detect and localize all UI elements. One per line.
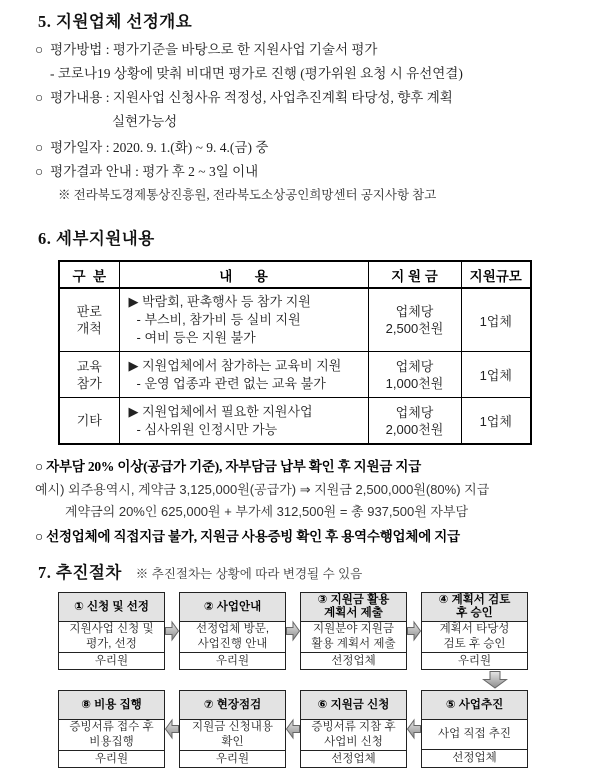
cell-category bbox=[59, 398, 119, 445]
cell-amount bbox=[368, 398, 461, 445]
flow-step-3 bbox=[300, 592, 407, 670]
circle-bullet-icon: ○ bbox=[35, 42, 44, 57]
title-line: ④ 계획서 검토 bbox=[438, 594, 511, 606]
category-line: 개척 bbox=[76, 321, 102, 336]
circle-bullet-icon: ○ bbox=[35, 164, 44, 179]
flow-step-5 bbox=[421, 690, 528, 768]
bullet-eval-result-text: 평가결과 안내 : 평가 후 2 ~ 3일 이내 bbox=[50, 164, 259, 179]
body-line: 비용집행 bbox=[89, 736, 134, 748]
section5-body bbox=[35, 40, 600, 205]
flow-step-body bbox=[422, 622, 527, 652]
flow-step-body bbox=[301, 622, 406, 652]
circle-bullet-icon: ○ bbox=[35, 140, 44, 155]
content-line: ▶ 지원업체에서 참가하는 교육비 지원 bbox=[128, 357, 342, 373]
body-line: 활용 계획서 제출 bbox=[311, 638, 396, 650]
flow-step-body bbox=[180, 720, 285, 750]
body-line: 지원분야 지원금 bbox=[313, 623, 394, 635]
body-line: 계획서 타당성 bbox=[439, 623, 510, 635]
title-line: ① 신청 및 선정 bbox=[74, 600, 149, 613]
cell-content bbox=[119, 288, 368, 352]
flow-step-title bbox=[180, 691, 285, 720]
arrow-down-icon bbox=[482, 671, 508, 689]
flow-step-title bbox=[180, 593, 285, 622]
bullet-eval-date-text: 평가일자 : 2020. 9. 1.(화) ~ 9. 4.(금) 중 bbox=[50, 140, 269, 155]
flow-step-title bbox=[301, 593, 406, 622]
amount-line: 2,500천원 bbox=[385, 321, 444, 336]
body-line: 확인 bbox=[221, 736, 244, 748]
cell-content bbox=[119, 398, 368, 445]
table-header-row bbox=[59, 261, 531, 288]
category-line: 교육 bbox=[76, 358, 102, 374]
flow-row-connector bbox=[58, 670, 528, 690]
cell-category bbox=[59, 352, 119, 398]
content-line: - 부스비, 참가비 등 실비 지원 bbox=[136, 312, 301, 327]
section7-note: ※ 추진절차는 상황에 따라 변경될 수 있음 bbox=[135, 567, 363, 581]
bullet-eval-content-text: 평가내용 : 지원사업 신청사유 적정성, 사업추진계획 타당성, 향후 계획 bbox=[50, 90, 453, 105]
title-line: ⑧ 비용 집행 bbox=[81, 698, 142, 711]
section6-notes bbox=[35, 455, 600, 545]
flow-step-owner: 우리원 bbox=[180, 652, 285, 669]
bullet-eval-content bbox=[35, 88, 600, 107]
arrow-left-icon bbox=[165, 690, 179, 768]
body-line: 선정업체 방문, bbox=[195, 623, 270, 635]
body-line: 사업 직접 추진 bbox=[437, 728, 512, 740]
amount-line: 업체당 bbox=[395, 404, 434, 420]
arrow-left-icon bbox=[286, 690, 300, 768]
flow-step-body bbox=[59, 720, 164, 750]
category-line: 참가 bbox=[76, 375, 102, 391]
flow-row-top bbox=[58, 592, 528, 670]
flow-step-4 bbox=[421, 592, 528, 670]
bullet-eval-result-note: ※ 전라북도경제통상진흥원, 전라북도소상공인희망센터 공지사항 참고 bbox=[58, 188, 437, 202]
flow-step-owner: 우리원 bbox=[422, 652, 527, 669]
title-line: ⑤ 사업추진 bbox=[445, 698, 504, 711]
arrow-right-icon bbox=[407, 592, 421, 670]
body-line: 사업진행 안내 bbox=[197, 638, 268, 650]
flow-step-6 bbox=[300, 690, 407, 768]
section5-heading: 5. 지원업체 선정개요 bbox=[38, 12, 193, 31]
body-line: 검토 후 승인 bbox=[443, 638, 506, 650]
cell-category bbox=[59, 288, 119, 352]
flow-step-title bbox=[59, 593, 164, 622]
bullet-eval-result bbox=[35, 162, 600, 181]
cell-scale: 1업체 bbox=[461, 352, 531, 398]
arrow-left-icon bbox=[407, 690, 421, 768]
flow-step-owner: 선정업체 bbox=[301, 750, 406, 767]
amount-line: 1,000천원 bbox=[385, 375, 444, 391]
bullet-eval-method-subline: - 코로나19 상황에 맞춰 비대면 평가로 진행 (평가위원 요청 시 유선연결) bbox=[50, 66, 463, 81]
category-line: 판로 bbox=[76, 304, 102, 319]
amount-line: 업체당 bbox=[395, 304, 434, 319]
flow-step-1 bbox=[58, 592, 165, 670]
flow-step-owner: 선정업체 bbox=[422, 749, 527, 767]
flow-step-owner: 우리원 bbox=[59, 652, 164, 669]
title-line: ⑦ 현장점검 bbox=[203, 698, 262, 711]
content-line: ▶ 지원업체에서 필요한 지원사업 bbox=[128, 403, 313, 419]
note-self-pay: ○ 자부담 20% 이상(공급가 기준), 자부담금 납부 확인 후 지원금 지급 bbox=[35, 459, 422, 474]
body-line: 증빙서류 지참 후 bbox=[311, 721, 396, 733]
cell-content bbox=[119, 352, 368, 398]
flow-step-7 bbox=[179, 690, 286, 768]
flow-step-owner: 선정업체 bbox=[301, 652, 406, 669]
note-example-line2: 계약금의 20%인 625,000원 + 부가세 312,500원 = 총 937,500원 자부담 bbox=[65, 504, 469, 519]
arrow-right-icon bbox=[286, 592, 300, 670]
flow-step-title bbox=[301, 691, 406, 720]
body-line: 지원사업 신청 및 bbox=[69, 623, 154, 635]
body-line: 지원금 신청내용 bbox=[192, 721, 273, 733]
section6-heading: 6. 세부지원내용 bbox=[38, 229, 155, 248]
note-example-line1: 예시) 외주용역시, 계약금 3,125,000원(공급가) ⇒ 지원금 2,500,000원(80%) 지급 bbox=[35, 482, 490, 497]
body-line: 증빙서류 접수 후 bbox=[69, 721, 154, 733]
content-line: - 여비 등은 지원 불가 bbox=[136, 330, 256, 345]
content-line: - 운영 업종과 관련 없는 교육 불가 bbox=[136, 375, 326, 391]
col-header-content: 내 용 bbox=[119, 261, 368, 288]
flow-step-title bbox=[59, 691, 164, 720]
flow-step-owner: 우리원 bbox=[180, 750, 285, 767]
flow-step-2 bbox=[179, 592, 286, 670]
table-row bbox=[59, 352, 531, 398]
category-line: 기타 bbox=[76, 413, 102, 428]
cell-scale: 1업체 bbox=[461, 288, 531, 352]
title-line: ⑥ 지원금 신청 bbox=[317, 698, 390, 711]
support-detail-table bbox=[58, 260, 532, 445]
flow-step-body bbox=[59, 622, 164, 652]
table-row bbox=[59, 398, 531, 445]
body-line: 평가, 선정 bbox=[86, 638, 137, 650]
col-header-amount: 지 원 금 bbox=[368, 261, 461, 288]
content-line: - 심사위원 인정시만 가능 bbox=[136, 421, 278, 437]
amount-line: 2,000천원 bbox=[385, 421, 444, 437]
cell-amount bbox=[368, 288, 461, 352]
arrow-right-icon bbox=[165, 592, 179, 670]
col-header-category: 구 분 bbox=[59, 261, 119, 288]
flow-step-body bbox=[180, 622, 285, 652]
flow-step-title bbox=[422, 593, 527, 622]
flow-step-body bbox=[301, 720, 406, 750]
bullet-eval-method-text: 평가방법 : 평가기준을 바탕으로 한 지원사업 기술서 평가 bbox=[50, 42, 378, 57]
flow-step-body bbox=[422, 720, 527, 749]
flow-step-owner: 우리원 bbox=[59, 750, 164, 767]
flow-step-8 bbox=[58, 690, 165, 768]
title-line: 계획서 제출 bbox=[324, 607, 383, 619]
note-direct-payment: ○ 선정업체에 직접지급 불가, 지원금 사용증빙 확인 후 용역수행업체에 지급 bbox=[35, 529, 460, 544]
body-line: 사업비 신청 bbox=[324, 736, 383, 748]
amount-line: 업체당 bbox=[395, 358, 434, 374]
bullet-eval-date bbox=[35, 138, 600, 157]
bullet-eval-method bbox=[35, 40, 600, 59]
cell-scale: 1업체 bbox=[461, 398, 531, 445]
content-line: ▶ 박람회, 판촉행사 등 참가 지원 bbox=[128, 294, 311, 309]
process-flowchart bbox=[58, 592, 528, 768]
bullet-eval-content-wrapline: 실현가능성 bbox=[112, 114, 178, 129]
title-line: ③ 지원금 활용 bbox=[317, 594, 390, 606]
section7-heading: 7. 추진절차 bbox=[38, 563, 122, 582]
col-header-scale: 지원규모 bbox=[461, 261, 531, 288]
cell-amount bbox=[368, 352, 461, 398]
flow-step-title bbox=[422, 691, 527, 720]
title-line: 후 승인 bbox=[456, 607, 493, 619]
title-line: ② 사업안내 bbox=[203, 600, 262, 613]
circle-bullet-icon: ○ bbox=[35, 90, 44, 105]
flow-row-bottom bbox=[58, 690, 528, 768]
table-row bbox=[59, 288, 531, 352]
section7-heading-row bbox=[38, 563, 600, 583]
